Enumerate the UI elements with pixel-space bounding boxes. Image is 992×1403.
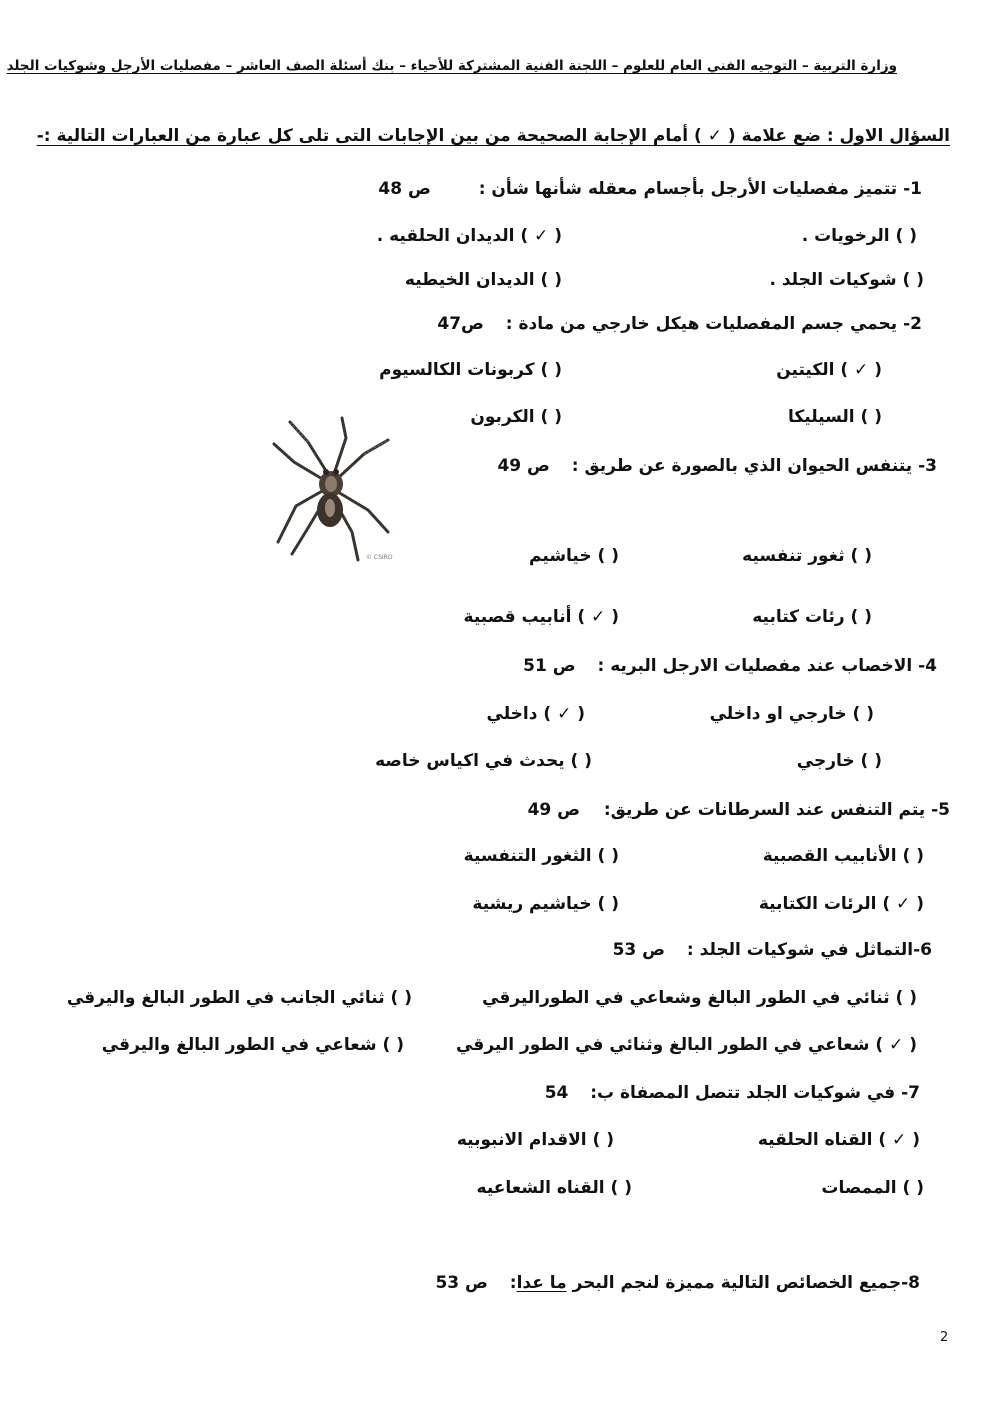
spider-watermark: © CSIRO xyxy=(366,554,393,561)
q3-option-2[interactable]: ( ) خياشيم xyxy=(529,546,619,566)
q1-option-3[interactable]: ( ) شوكيات الجلد . xyxy=(769,270,924,290)
question-8 xyxy=(435,1273,920,1293)
q3-option-3[interactable]: ( ) رئات كتابيه xyxy=(752,607,872,627)
page-header: وزارة التربية – التوجيه الفني العام للعلوم – اللجنة الفنية المشتركة للأحياء – بنك أسئلة الصف العاشر – مفصليات الأرجل وشوكيات الجلد xyxy=(6,58,897,74)
q1-option-1[interactable]: ( ) الرخويات . xyxy=(801,226,917,246)
page-number: 2 xyxy=(940,1330,949,1345)
question-7-text: 7- في شوكيات الجلد تتصل المصفاة ب: xyxy=(590,1083,920,1103)
q5-option-4[interactable]: ( ) خياشيم ريشية xyxy=(472,894,619,914)
question-4-page: ص 51 xyxy=(523,656,576,676)
question-2-text: 2- يحمي جسم المفصليات هيكل خارجي من مادة : xyxy=(505,314,922,334)
q4-option-3[interactable]: ( ) خارجي xyxy=(796,751,882,771)
question-5-text: 5- يتم التنفس عند السرطانات عن طريق: xyxy=(603,800,950,820)
question-8-text: 8-جميع الخصائص التالية مميزة لنجم البحر xyxy=(566,1273,920,1293)
question-6 xyxy=(613,940,932,960)
q7-option-4[interactable]: ( ) القناه الشعاعيه xyxy=(476,1178,632,1198)
question-3-page: ص 49 xyxy=(497,456,550,476)
question-1 xyxy=(378,179,922,199)
q5-option-3[interactable]: ( ✓ ) الرئات الكتابية xyxy=(758,894,924,914)
question-7 xyxy=(545,1083,920,1103)
q4-option-4[interactable]: ( ) يحدث في اكياس خاصه xyxy=(375,751,592,771)
q6-option-2[interactable]: ( ) ثنائي الجانب في الطور البالغ واليرقي xyxy=(66,988,412,1008)
q5-option-2[interactable]: ( ) الثغور التنفسية xyxy=(463,846,619,866)
question-8-colon: : xyxy=(509,1273,517,1293)
question-6-text: 6-التماثل في شوكيات الجلد : xyxy=(686,940,932,960)
q2-option-3[interactable]: ( ) السيليكا xyxy=(788,407,882,427)
question-5-page: ص 49 xyxy=(527,800,581,820)
question-3-text: 3- يتنفس الحيوان الذي بالصورة عن طريق : xyxy=(571,456,937,476)
question-5 xyxy=(528,800,950,820)
question-4 xyxy=(523,656,937,676)
question-1-text: 1- تتميز مفصليات الأرجل بأجسام معقله شأنها شأن : xyxy=(478,179,922,199)
section-title: السؤال الاول : ضع علامة ( ✓ ) أمام الإجابة الصحيحة من بين الإجابات التى تلى كل عبارة من العبارات التالية :- xyxy=(36,126,950,146)
question-1-page: ص 48 xyxy=(378,179,431,199)
question-3 xyxy=(497,456,937,476)
q1-option-4[interactable]: ( ) الديدان الخيطيه xyxy=(404,270,562,290)
q3-option-1[interactable]: ( ) ثغور تنفسيه xyxy=(742,546,872,566)
q7-option-3[interactable]: ( ) الممصات xyxy=(821,1178,924,1198)
q6-option-4[interactable]: ( ) شعاعي في الطور البالغ واليرقي xyxy=(101,1035,404,1055)
question-4-text: 4- الاخصاب عند مفصليات الارجل البريه : xyxy=(597,656,937,676)
q7-option-2[interactable]: ( ) الاقدام الانبوبيه xyxy=(456,1130,614,1150)
q3-option-4[interactable]: ( ✓ ) أنابيب قصبية xyxy=(463,607,619,627)
question-7-page: 54 xyxy=(544,1083,569,1103)
q2-option-2[interactable]: ( ) كربونات الكالسيوم xyxy=(379,360,562,380)
q4-option-2[interactable]: ( ✓ ) داخلي xyxy=(486,704,585,724)
question-6-page: ص 53 xyxy=(612,940,666,960)
q6-option-3[interactable]: ( ✓ ) شعاعي في الطور البالغ وثنائي في الطور اليرقي xyxy=(455,1035,917,1055)
q2-option-4[interactable]: ( ) الكربون xyxy=(470,407,562,427)
q6-option-1[interactable]: ( ) ثنائي في الطور البالغ وشعاعي في الطوراليرقي xyxy=(482,988,917,1008)
q1-option-2[interactable]: ( ✓ ) الديدان الحلقيه . xyxy=(376,226,562,246)
question-2-page: ص47 xyxy=(437,314,484,334)
spider-image xyxy=(268,414,396,562)
question-8-page: ص 53 xyxy=(435,1273,488,1293)
q5-option-1[interactable]: ( ) الأنابيب القصبية xyxy=(762,846,924,866)
question-8-underlined: ما عدا xyxy=(516,1273,567,1293)
q2-option-1[interactable]: ( ✓ ) الكيتين xyxy=(776,360,882,380)
question-2 xyxy=(437,314,922,334)
q4-option-1[interactable]: ( ) خارجي او داخلي xyxy=(709,704,874,724)
q7-option-1[interactable]: ( ✓ ) القناه الحلقيه xyxy=(757,1130,920,1150)
